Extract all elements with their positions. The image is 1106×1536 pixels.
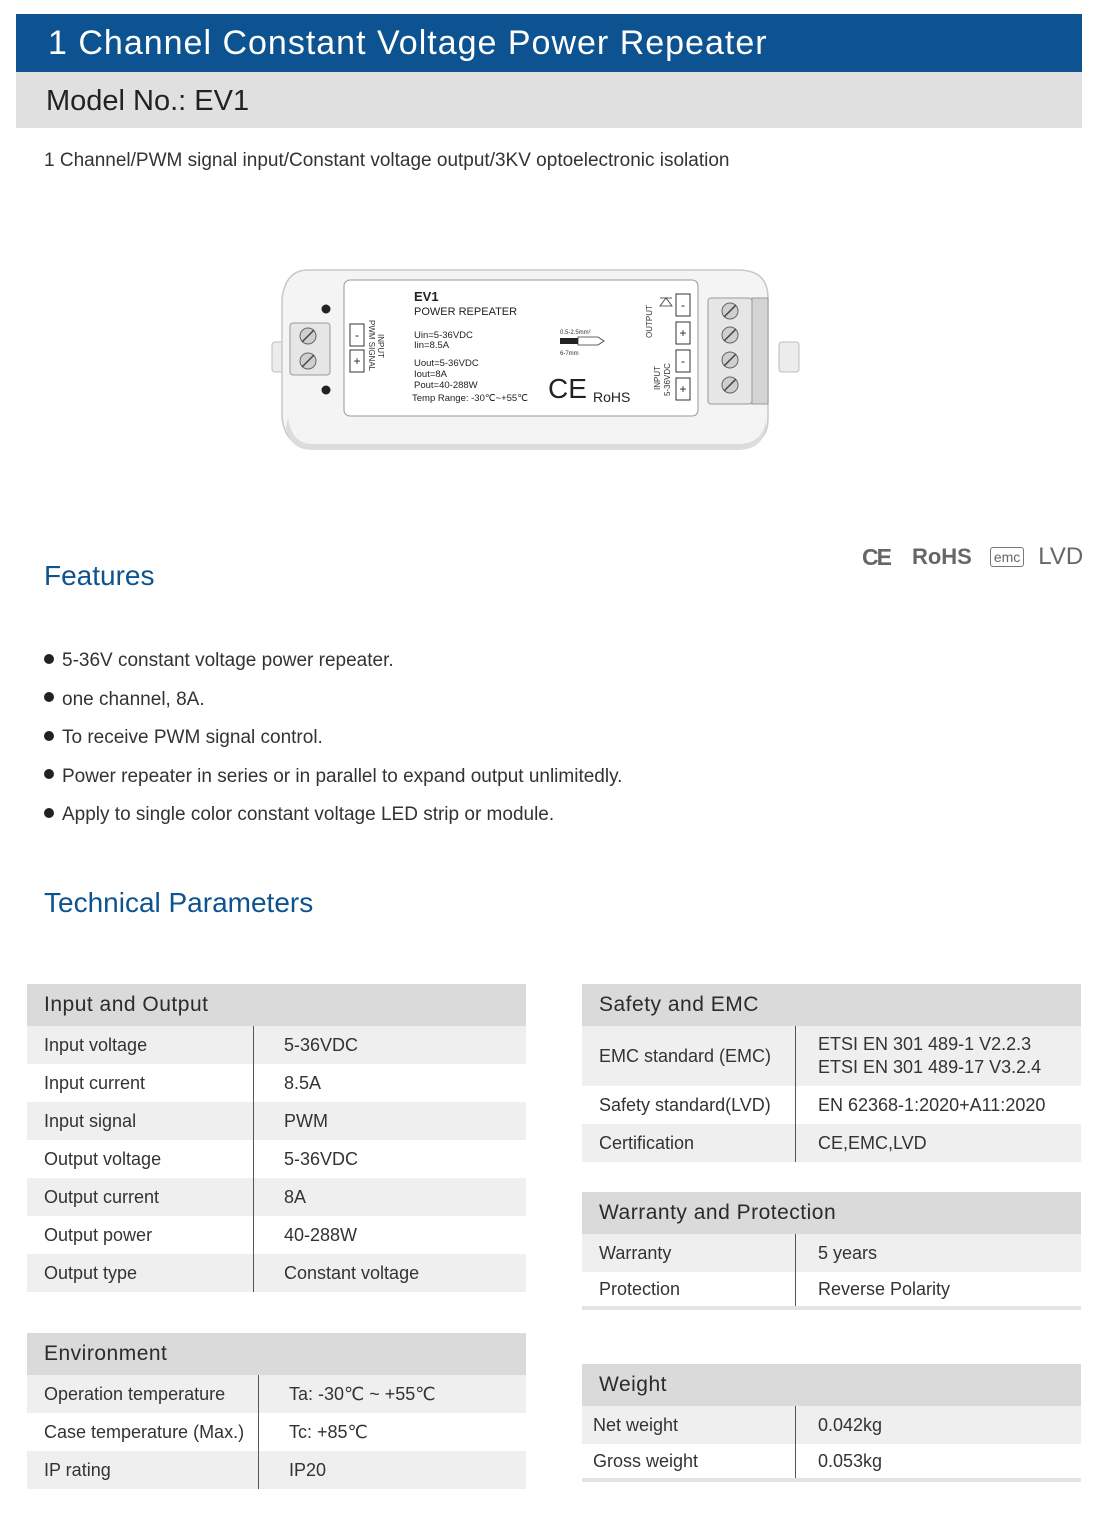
table-row: Output type Constant voltage: [27, 1254, 526, 1292]
table-row: Safety standard(LVD) EN 62368-1:2020+A11:2020: [582, 1086, 1081, 1124]
bullet-icon: [44, 654, 54, 664]
table-row: Output power 40-288W: [27, 1216, 526, 1254]
list-item: Apply to single color constant voltage LED strip or module.: [44, 800, 622, 839]
bullet-icon: [44, 731, 54, 741]
signal-plus: +: [353, 354, 361, 368]
bullet-icon: [44, 808, 54, 818]
model-number: Model No.: EV1: [46, 85, 250, 117]
wire-insulation-icon: [578, 337, 604, 345]
features-heading: Features: [44, 560, 155, 591]
bullet-icon: [44, 769, 54, 779]
power-plus: +: [679, 382, 687, 396]
signal-input-label: INPUT: [376, 334, 385, 358]
table-title: Environment: [27, 1333, 526, 1375]
table-row: Input current 8.5A: [27, 1064, 526, 1102]
table-row: Output voltage 5-36VDC: [27, 1140, 526, 1178]
pwm-signal-label: PWM SIGNAL: [367, 320, 376, 372]
lvd-icon: LVD: [1038, 543, 1084, 570]
strip-length-label: 6-7mm: [560, 351, 579, 357]
bullet-icon: [44, 692, 54, 702]
table-row: Operation temperature Ta: -30℃ ~ +55℃: [27, 1375, 526, 1413]
environment-table: [27, 1333, 526, 1489]
model-bar: [16, 72, 1082, 128]
table-row: Warranty 5 years: [582, 1234, 1081, 1272]
table-row: Certification CE,EMC,LVD: [582, 1124, 1081, 1162]
output-plus: +: [679, 326, 687, 340]
emc-icon: emc: [990, 547, 1024, 567]
list-item: 5-36V constant voltage power repeater.: [44, 646, 622, 685]
label-model: EV1: [414, 289, 439, 304]
input-output-table: [27, 984, 526, 1292]
label-uin: Uin=5-36VDC: [414, 330, 473, 341]
label-name: POWER REPEATER: [414, 306, 518, 318]
table-row: IP rating IP20: [27, 1451, 526, 1489]
page-title: 1 Channel Constant Voltage Power Repeater: [48, 24, 768, 62]
ce-mark-icon: CE: [548, 373, 587, 404]
label-temp: Temp Range: -30℃~+55℃: [412, 393, 528, 404]
label-iout: Iout=8A: [414, 369, 448, 380]
safety-emc-table: [582, 984, 1081, 1162]
label-pout: Pout=40-288W: [414, 380, 478, 391]
features-list: [44, 646, 622, 839]
rohs-mark: RoHS: [593, 389, 631, 405]
ce-icon: CE: [862, 543, 890, 570]
table-row: Input signal PWM: [27, 1102, 526, 1140]
list-item: Power repeater in series or in parallel to expand output unlimitedly.: [44, 762, 622, 801]
table-row: Gross weight 0.053kg: [582, 1444, 1081, 1482]
product-image: [268, 268, 803, 450]
certification-marks: [862, 540, 1083, 574]
screw-hole: [322, 305, 331, 314]
output-minus: -: [681, 298, 685, 312]
label-uout: Uout=5-36VDC: [414, 358, 479, 369]
wire-core-icon: [560, 338, 578, 344]
product-subtitle: 1 Channel/PWM signal input/Constant voltage output/3KV optoelectronic isolation: [44, 150, 730, 171]
screw-hole: [322, 386, 331, 395]
power-input-label: INPUT: [653, 366, 662, 390]
output-label: OUTPUT: [645, 305, 654, 338]
weight-table: [582, 1364, 1081, 1482]
table-title: Warranty and Protection: [582, 1192, 1081, 1234]
label-iin: Iin=8.5A: [414, 340, 450, 351]
table-row: Net weight 0.042kg: [582, 1406, 1081, 1444]
list-item: one channel, 8A.: [44, 685, 622, 724]
rohs-icon: RoHS: [911, 544, 972, 569]
warranty-table: [582, 1192, 1081, 1310]
technical-parameters-heading: Technical Parameters: [44, 887, 314, 918]
table-title: Safety and EMC: [582, 984, 1081, 1026]
right-mounting-tab: [779, 342, 799, 372]
table-row: Case temperature (Max.) Tc: +85℃: [27, 1413, 526, 1451]
table-title: Input and Output: [27, 984, 526, 1026]
table-row: EMC standard (EMC) ETSI EN 301 489-1 V2.2.3 ETSI EN 301 489-17 V3.2.4: [582, 1026, 1081, 1086]
table-row: Protection Reverse Polarity: [582, 1272, 1081, 1310]
title-bar: [16, 14, 1082, 72]
table-row: Input voltage 5-36VDC: [27, 1026, 526, 1064]
table-row: Output current 8A: [27, 1178, 526, 1216]
power-voltage-label: 5-36VDC: [663, 363, 672, 396]
list-item: To receive PWM signal control.: [44, 723, 622, 762]
signal-minus: -: [355, 328, 359, 342]
power-minus: -: [681, 354, 685, 368]
wire-gauge-label: 0.5-2.5mm²: [560, 330, 591, 336]
table-title: Weight: [582, 1364, 1081, 1406]
